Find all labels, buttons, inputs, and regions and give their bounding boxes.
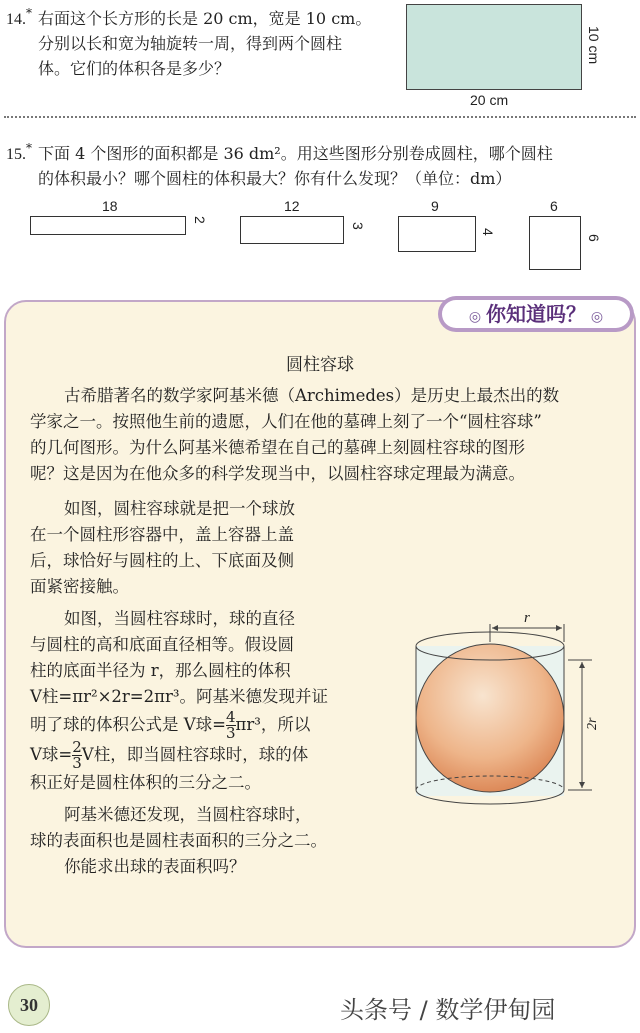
fig-label-r: r xyxy=(524,610,530,626)
q14-height-label: 10 cm xyxy=(586,26,602,65)
q14-rectangle xyxy=(406,4,582,90)
q15-rect1-width: 18 xyxy=(102,198,118,214)
q14-text: 右面这个长方形的长是 20 cm，宽是 10 cm。 分别以长和宽为轴旋转一周，得到两个圆柱 体。它们的体积各是多少？ xyxy=(38,9,372,78)
info-badge-label: 你知道吗？ xyxy=(486,302,586,326)
q15-rect1-height: 2 xyxy=(192,216,208,224)
q14-width-label: 20 cm xyxy=(470,92,509,108)
q15-rect3 xyxy=(398,216,476,252)
box-para3: 如图，当圆柱容球时，球的直径 与圆柱的高和底面直径相等。假设圆 柱的底面半径为 r，那么圆柱的体积 V柱=πr²×2r=2πr³。阿基米德发现并证 明了球的体积公式是 V球= $\frac{4}{3}$ πr³，所以 V球= $\frac{2}{3}$ V柱，即当圆柱容球时，球的体 积正好是圆柱体积的三分之二。 xyxy=(30,609,328,792)
q15-rect3-width: 9 xyxy=(431,198,439,214)
divider xyxy=(4,116,636,118)
box-para4: 阿基米德还发现，当圆柱容球时， 球的表面积也是圆柱表面积的三分之二。 你能求出球的表面积吗？ xyxy=(30,805,327,876)
fig-label-2r: 2r xyxy=(585,717,600,730)
info-badge: ◎ 你知道吗？ ◎ xyxy=(438,296,634,332)
q14-number: 14.* xyxy=(6,6,32,28)
q15-rect1 xyxy=(30,216,186,235)
q15-rect4 xyxy=(529,216,581,270)
q15-rect3-height: 4 xyxy=(480,228,496,236)
q15-text: 下面 4 个图形的面积都是 36 dm²。用这些图形分别卷成圆柱，哪个圆柱 的体积最小？哪个圆柱的体积最大？你有什么发现？（单位：dm） xyxy=(38,144,553,188)
q15-rect4-width: 6 xyxy=(550,198,558,214)
box-para2: 如图，圆柱容球就是把一个球放 在一个圆柱形容器中，盖上容器上盖 后，球恰好与圆柱的上、下底面及侧 面紧密接触。 xyxy=(30,499,295,596)
q15-rect2 xyxy=(240,216,344,244)
page-number: 30 xyxy=(8,984,50,1026)
q15-rect2-width: 12 xyxy=(284,198,300,214)
watermark: 头条号 / 数学伊甸园 xyxy=(340,996,556,1024)
q15-rect2-height: 3 xyxy=(350,222,366,230)
box-title: 圆柱容球 xyxy=(286,355,354,375)
q15-rect4-height: 6 xyxy=(586,234,602,242)
cylinder-sphere-figure xyxy=(408,606,604,816)
q15-number: 15.* xyxy=(6,141,32,163)
box-para1: 古希腊著名的数学家阿基米德（Archimedes）是历史上最杰出的数 学家之一。按照他生前的遗愿，人们在他的墓碑上刻了一个“圆柱容球” 的几何图形。为什么阿基米德希望在自己的墓碑上刻圆柱容球的图形 呢？这是因为在他众多的科学发现当中，以圆柱容球定理最为满意。 xyxy=(30,386,560,483)
